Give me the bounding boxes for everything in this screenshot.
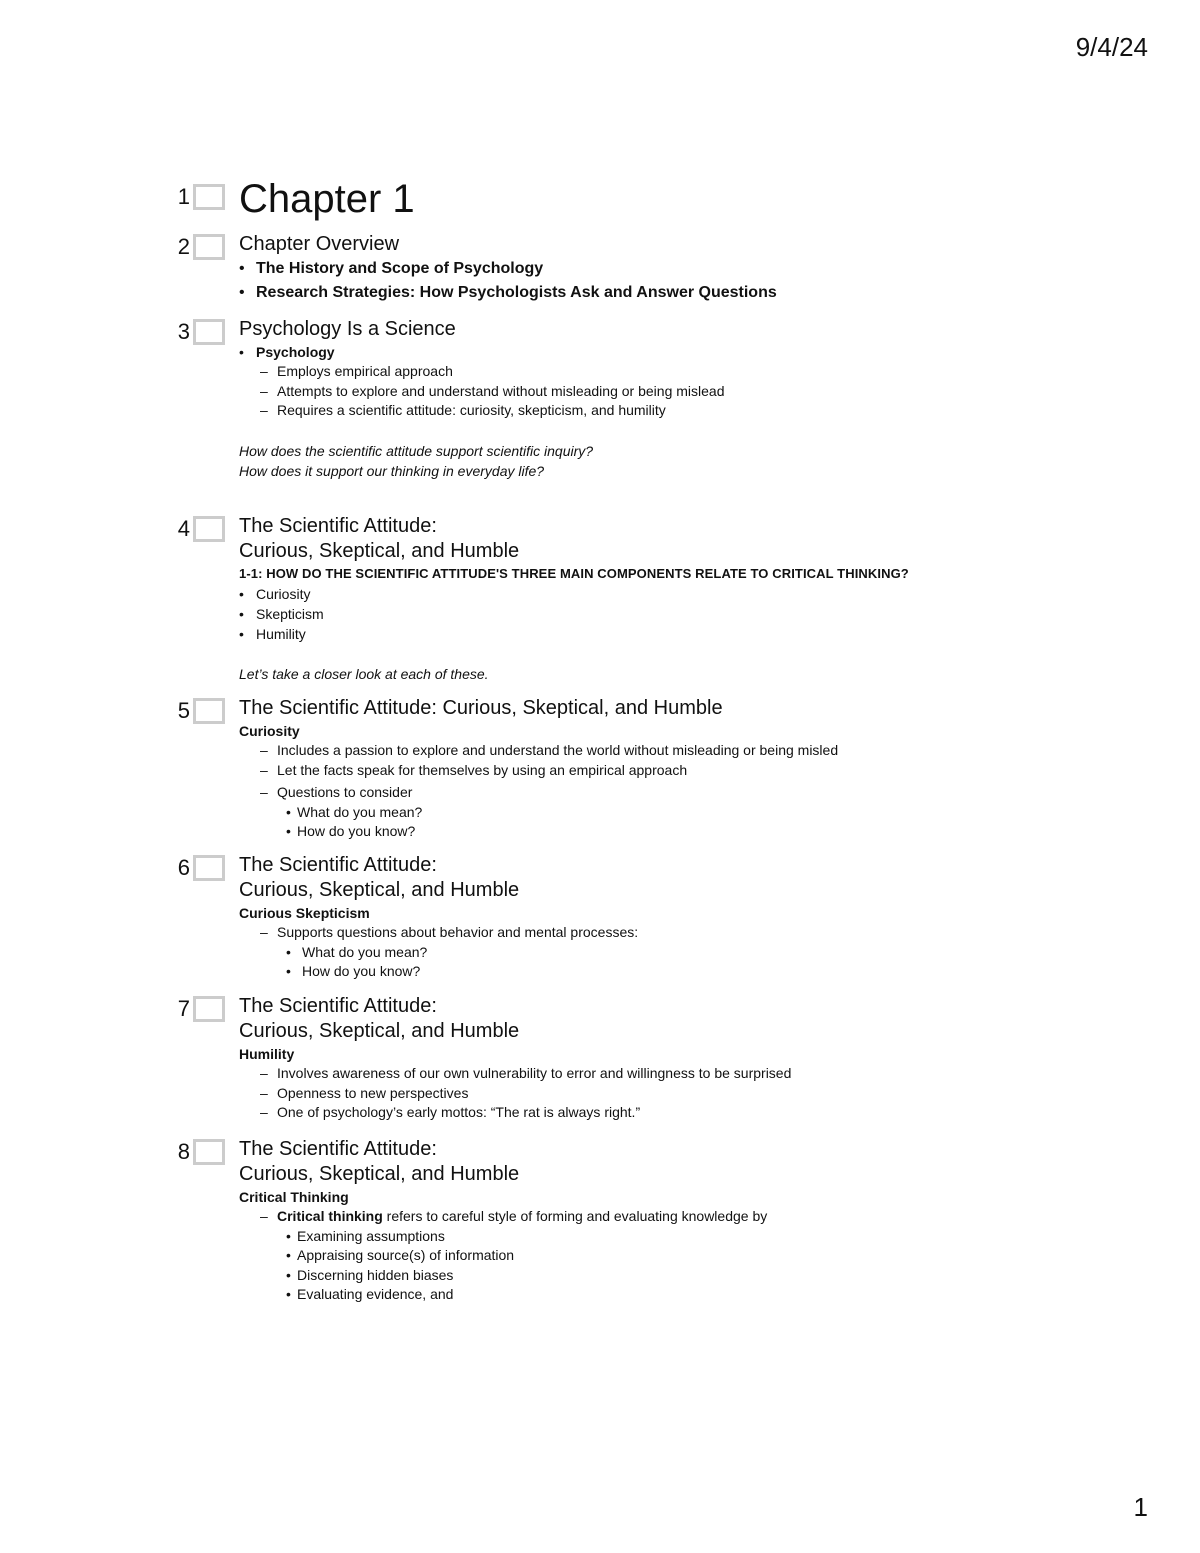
slide-number: 6 [177, 855, 190, 880]
slide-number: 7 [177, 996, 190, 1021]
dash-item: – Questions to consider [239, 783, 1139, 803]
slide-title: Chapter 1 [239, 177, 415, 221]
dash-item: – Includes a passion to explore and understand the world without misleading or being misled [239, 741, 1139, 761]
slide-thumbnail [193, 855, 225, 881]
slide-title-line1: The Scientific Attitude: [239, 995, 437, 1017]
page-date: 9/4/24 [1075, 32, 1148, 62]
slide-number: 4 [177, 516, 190, 541]
slide-title-line2: Curious, Skeptical, and Humble [239, 1163, 520, 1185]
dash-item: – Requires a scientific attitude: curiosity, skepticism, and humility [239, 401, 1139, 421]
sub-item: • What do you mean? [239, 803, 1139, 823]
slide-title-line2: Curious, Skeptical, and Humble [239, 1020, 520, 1042]
bullet-item: • The History and Scope of Psychology [239, 257, 1139, 281]
slide-title: Chapter Overview [239, 233, 400, 255]
dash-item: – One of psychology’s early mottos: “The rat is always right.” [239, 1103, 1139, 1123]
bullet-item: • Research Strategies: How Psychologists Ask and Answer Questions [239, 281, 1139, 305]
dash-item [239, 1207, 1139, 1227]
learning-question: 1-1: HOW DO THE SCIENTIFIC ATTITUDE'S THREE MAIN COMPONENTS RELATE TO CRITICAL THINKING? [239, 566, 909, 581]
dash-term: Critical thinking [277, 1208, 383, 1224]
slide-thumbnail [193, 698, 225, 724]
sub-item: • Discerning hidden biases [239, 1266, 1139, 1286]
bullet-item: • Curiosity [239, 584, 1139, 604]
slide-thumbnail [193, 996, 225, 1022]
sub-item: • Appraising source(s) of information [239, 1246, 1139, 1266]
slide-title-line1: The Scientific Attitude: [239, 854, 437, 876]
section-label: Curious Skepticism [239, 905, 370, 921]
slide-thumbnail [193, 516, 225, 542]
slide-title: The Scientific Attitude: Curious, Skeptical, and Humble [239, 697, 723, 719]
slide-number: 8 [177, 1139, 190, 1164]
dash-text: refers to careful style of forming and evaluating knowledge by [382, 1208, 768, 1224]
dash-item: – Attempts to explore and understand without misleading or being mislead [239, 382, 1139, 402]
page-number: 1 [1133, 1492, 1148, 1522]
slide-thumbnail [193, 319, 225, 345]
sub-item: • Evaluating evidence, and [239, 1285, 1139, 1305]
slide-thumbnail [193, 1139, 225, 1165]
slide-thumbnail [193, 184, 225, 210]
slide-title-line2: Curious, Skeptical, and Humble [239, 540, 520, 562]
slide-thumbnail [193, 234, 225, 260]
slide-title: Psychology Is a Science [239, 318, 456, 340]
bullet-item: • Humility [239, 624, 1139, 644]
sub-item: • What do you mean? [239, 943, 1139, 963]
sub-item: • How do you know? [239, 822, 1139, 842]
dash-item: – Let the facts speak for themselves by using an empirical approach [239, 761, 1139, 781]
dash-item: – Employs empirical approach [239, 362, 1139, 382]
slide-number: 3 [177, 319, 190, 344]
bullet-item: • Skepticism [239, 604, 1139, 624]
speaker-note: How does the scientific attitude support scientific inquiry? [239, 442, 594, 459]
slide-title-line1: The Scientific Attitude: [239, 1138, 437, 1160]
bullet-item: • Psychology [239, 342, 1139, 362]
dash-item: – Supports questions about behavior and mental processes: [239, 923, 1139, 943]
section-label: Curiosity [239, 723, 300, 739]
sub-item: • Examining assumptions [239, 1227, 1139, 1247]
dash-item: – Openness to new perspectives [239, 1084, 1139, 1104]
section-label: Critical Thinking [239, 1189, 349, 1205]
dash-item: – Involves awareness of our own vulnerability to error and willingness to be surprised [239, 1064, 1139, 1084]
slide-number: 2 [177, 234, 190, 259]
slide-number: 1 [177, 184, 190, 209]
sub-item: • How do you know? [239, 962, 1139, 982]
speaker-note: How does it support our thinking in everyday life? [239, 462, 545, 479]
slide-title-line2: Curious, Skeptical, and Humble [239, 879, 520, 901]
section-label: Humility [239, 1046, 295, 1062]
slide-title-line1: The Scientific Attitude: [239, 515, 437, 537]
speaker-note: Let’s take a closer look at each of these. [239, 666, 489, 682]
slide-number: 5 [177, 698, 190, 723]
